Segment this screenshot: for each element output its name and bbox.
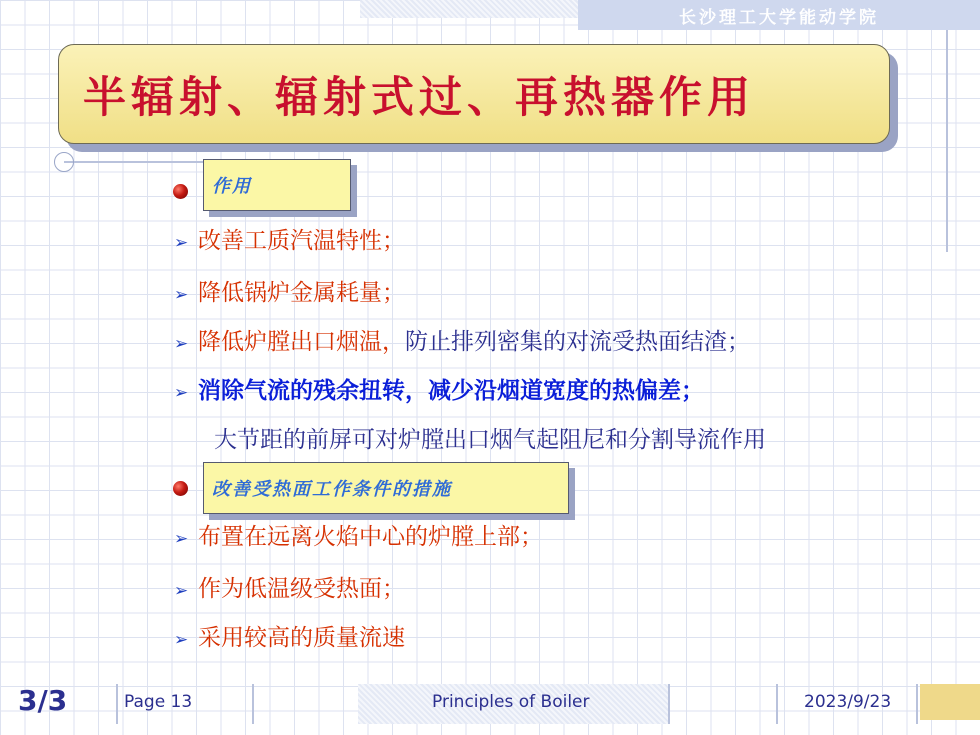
footer-course-title: Principles of Boiler bbox=[432, 692, 590, 712]
arrow-bullet-icon: ➢ bbox=[174, 630, 189, 650]
section-tag-effect: 作用 bbox=[203, 159, 351, 211]
list-item: ➢ 采用较高的质量流速 bbox=[174, 623, 405, 655]
slide-counter: 3/3 bbox=[18, 684, 68, 717]
round-bullet-icon bbox=[173, 481, 188, 496]
section-tag-measures: 改善受热面工作条件的措施 bbox=[203, 462, 569, 514]
list-item: ➢ 布置在远离火焰中心的炉膛上部； bbox=[174, 522, 543, 554]
footer-page-number: Page 13 bbox=[124, 692, 193, 712]
title-box bbox=[58, 44, 890, 144]
footer-accent-block bbox=[920, 684, 980, 720]
arrow-bullet-icon: ➢ bbox=[174, 581, 189, 601]
arrow-bullet-icon: ➢ bbox=[174, 529, 189, 549]
footer-divider bbox=[668, 684, 670, 724]
list-item: ➢ 降低锅炉金属耗量； bbox=[174, 278, 405, 310]
arrow-bullet-icon: ➢ bbox=[174, 383, 189, 403]
footer-date: 2023/9/23 bbox=[804, 692, 892, 712]
round-bullet-icon bbox=[173, 184, 188, 199]
arrow-bullet-icon: ➢ bbox=[174, 285, 189, 305]
arrow-bullet-icon: ➢ bbox=[174, 233, 189, 253]
footer-divider bbox=[116, 684, 118, 724]
list-item: ➢ 消除气流的残余扭转，减少沿烟道宽度的热偏差； bbox=[174, 376, 704, 408]
header-institution-label: 长沙理工大学能动学院 bbox=[578, 0, 980, 30]
slide-title: 半辐射、辐射式过、再热器作用 bbox=[83, 72, 755, 123]
footer-divider bbox=[252, 684, 254, 724]
decor-vertical-line bbox=[946, 30, 948, 252]
list-item: ➢ 作为低温级受热面； bbox=[174, 574, 405, 606]
footer-divider bbox=[916, 684, 918, 724]
list-item: ➢ 降低炉膛出口烟温，防止排列密集的对流受热面结渣； bbox=[174, 327, 750, 359]
list-item-continuation: 大节距的前屏可对炉膛出口烟气起阻尼和分割导流作用 bbox=[214, 427, 766, 453]
arrow-bullet-icon: ➢ bbox=[174, 334, 189, 354]
crosshair-icon bbox=[54, 152, 74, 172]
list-item: ➢ 改善工质汽温特性； bbox=[174, 226, 405, 258]
footer-divider bbox=[776, 684, 778, 724]
